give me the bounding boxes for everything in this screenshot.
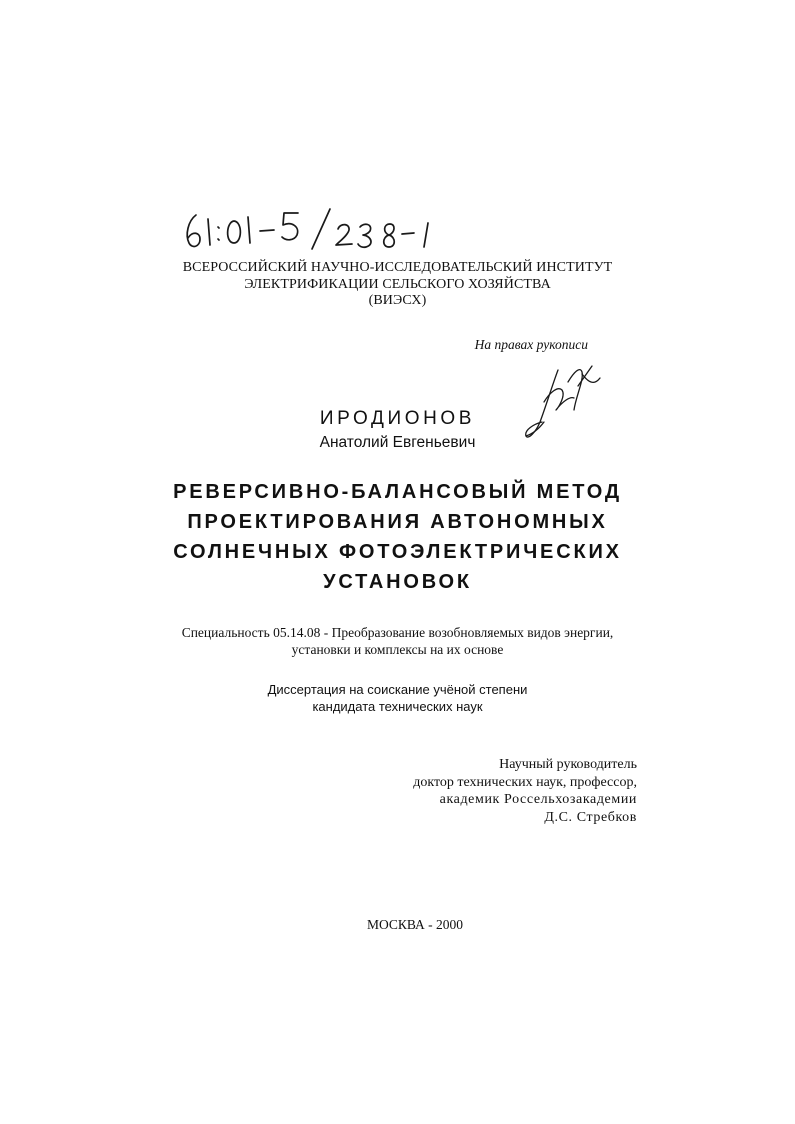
author-surname: ИРОДИОНОВ bbox=[319, 408, 476, 429]
institute-line-1: ВСЕРОССИЙСКИЙ НАУЧНО-ИССЛЕДОВАТЕЛЬСКИЙ ИНСТИТУТ bbox=[182, 260, 613, 275]
handwritten-archive-code bbox=[180, 205, 440, 255]
specialty-line-1: Специальность 05.14.08 - Преобразование возобновляемых видов энергии, bbox=[181, 625, 614, 640]
institute-abbreviation: (ВИЭСХ) bbox=[368, 293, 427, 308]
advisor-name: Д.С. Стребков bbox=[544, 809, 637, 825]
city-year: МОСКВА - 2000 bbox=[366, 917, 464, 932]
title-line-1: РЕВЕРСИВНО-БАЛАНСОВЫЙ МЕТОД bbox=[173, 481, 622, 503]
institute-line-2: ЭЛЕКТРИФИКАЦИИ СЕЛЬСКОГО ХОЗЯЙСТВА bbox=[244, 276, 551, 292]
dissertation-title bbox=[0, 477, 795, 597]
degree-line-1: Диссертация на соискание учёной степени bbox=[267, 682, 528, 697]
advisor-role: Научный руководитель bbox=[499, 757, 637, 772]
degree-statement bbox=[0, 682, 795, 715]
title-line-3: СОЛНЕЧНЫХ ФОТОЭЛЕКТРИЧЕСКИХ bbox=[173, 541, 622, 563]
scientific-advisor bbox=[300, 756, 637, 826]
title-line-4: УСТАНОВОК bbox=[323, 571, 472, 593]
specialty bbox=[0, 624, 795, 658]
degree-line-2: кандидата технических наук bbox=[312, 698, 483, 714]
institute-name bbox=[0, 260, 795, 310]
specialty-line-2: установки и комплексы на их основе bbox=[291, 642, 504, 657]
advisor-title-2: академик Россельхозакадемии bbox=[439, 792, 637, 807]
advisor-title-1: доктор технических наук, профессор, bbox=[413, 774, 637, 790]
author-given-name: Анатолий Евгеньевич bbox=[319, 434, 476, 451]
rights-note: На правах рукописи bbox=[474, 337, 588, 352]
title-line-2: ПРОЕКТИРОВАНИЯ АВТОНОМНЫХ bbox=[187, 511, 608, 533]
